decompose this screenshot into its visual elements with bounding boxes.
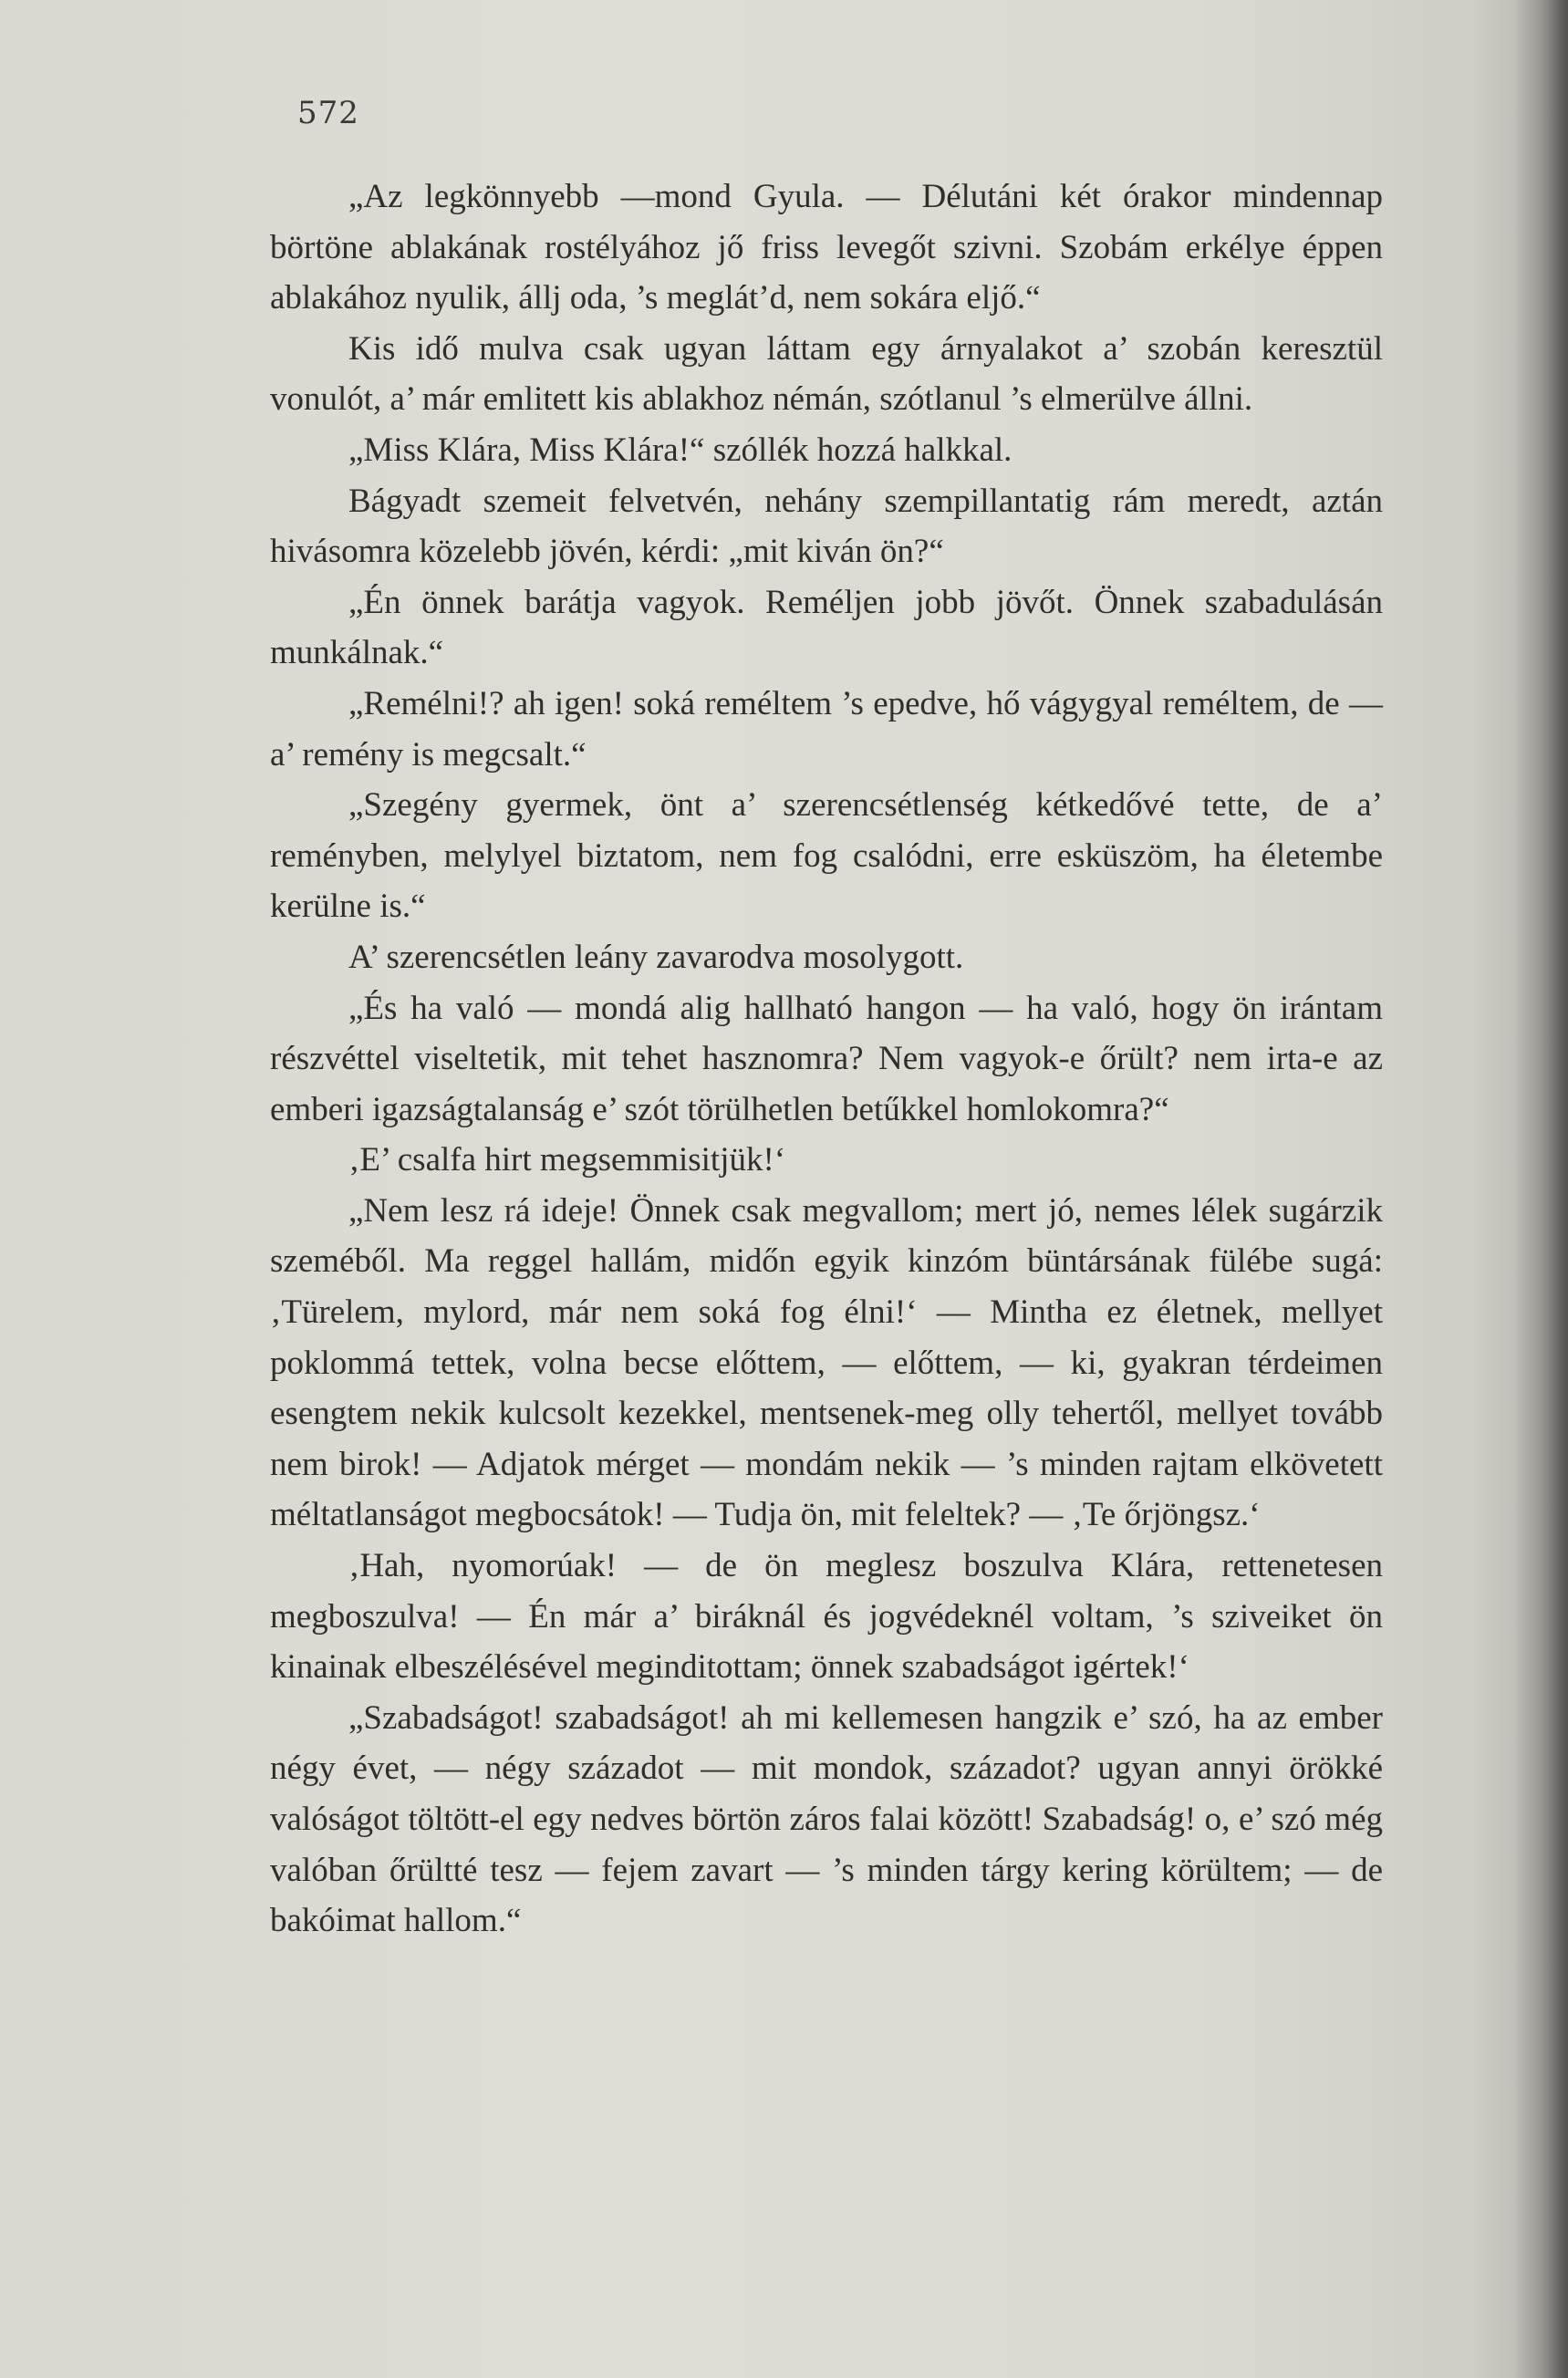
- paragraph: „Remélni!? ah igen! soká reméltem ’s epedve, hő vágygyal reméltem, de — a’ remény is megcsalt.“: [270, 684, 1383, 774]
- paragraph: Kis idő mulva csak ugyan láttam egy árnyalakot a’ szobán keresztül vonulót, a’ már emlitett kis ablakhoz némán, szótlanul ’s elmerülve állni.: [270, 329, 1383, 419]
- page-number: 572: [297, 95, 359, 131]
- paragraph: „És ha való — mondá alig hallható hangon — ha való, hogy ön irántam részvéttel viseltetik, mit tehet hasznomra? Nem vagyok-e őrült? nem irta-e az emberi igazságtalanság e’ szót törülhetlen betűkkel homlokomra?“: [270, 989, 1383, 1128]
- paragraph: ‚Hah, nyomorúak! — de ön meglesz boszulva Klára, rettenetesen megboszulva! — Én már a’ biráknál és jogvédeknél voltam, ’s sziveiket ön kinainak elbeszélésével meginditottam; önnek szabadságot igértek!‘: [270, 1547, 1383, 1687]
- paragraph: „Nem lesz rá ideje! Önnek csak megvallom; mert jó, nemes lélek sugárzik szeméből. Ma reggel hallám, midőn egyik kinzóm büntársának fülébe sugá: ‚Türelem, mylord, már nem soká fog élni!‘ — Mintha ez életnek, mellyet poklommá tettek, volna becse előttem, — előttem, — ki, gyakran térdeimen esengtem nekik kulcsolt kezekkel, mentsenek-meg olly tehertől, mellyet tovább nem birok! — Adjatok mérget — mondám nekik — ’s minden rajtam elkövetett méltatlanságot megbocsátok! — Tudja ön, mit feleltek? — ‚Te őrjöngsz.‘: [270, 1191, 1383, 1534]
- body-text: [270, 171, 1383, 1947]
- paragraph: A’ szerencsétlen leány zavarodva mosolygott.: [348, 938, 964, 976]
- paragraph: „Az legkönnyebb —mond Gyula. — Délutáni két órakor mindennap börtöne ablakának rostélyához jő friss levegőt szivni. Szobám erkélye éppen ablakához nyulik, állj oda, ’s meglát’d, nem sokára eljő.“: [270, 178, 1383, 317]
- paragraph: „Én önnek barátja vagyok. Reméljen jobb jövőt. Önnek szabadulásán munkálnak.“: [270, 583, 1383, 672]
- paragraph: „Miss Klára, Miss Klára!“ szóllék hozzá halkkal.: [348, 431, 1012, 469]
- paragraph: Bágyadt szemeit felvetvén, nehány szempillantatig rám meredt, aztán hivásomra közelebb jövén, kérdi: „mit kiván ön?“: [270, 482, 1383, 571]
- paragraph: „Szabadságot! szabadságot! ah mi kellemesen hangzik e’ szó, ha az ember négy évet, — négy századot — mit mondok, századot? ugyan annyi örökké valóságot töltött-el egy nedves börtön záros falai között! Szabadság! o, e’ szó még valóban őrültté tesz — fejem zavart — ’s minden tárgy kering körültem; — de bakóimat hallom.“: [270, 1698, 1383, 1940]
- paragraph: „Szegény gyermek, önt a’ szerencsétlenség kétkedővé tette, de a’ reményben, melylyel biztatom, nem fog csalódni, erre esküszöm, ha életembe kerülne is.“: [270, 786, 1383, 926]
- paragraph: ‚E’ csalfa hirt megsemmisitjük!‘: [348, 1141, 786, 1179]
- page-gutter-shadow: [1513, 0, 1568, 2378]
